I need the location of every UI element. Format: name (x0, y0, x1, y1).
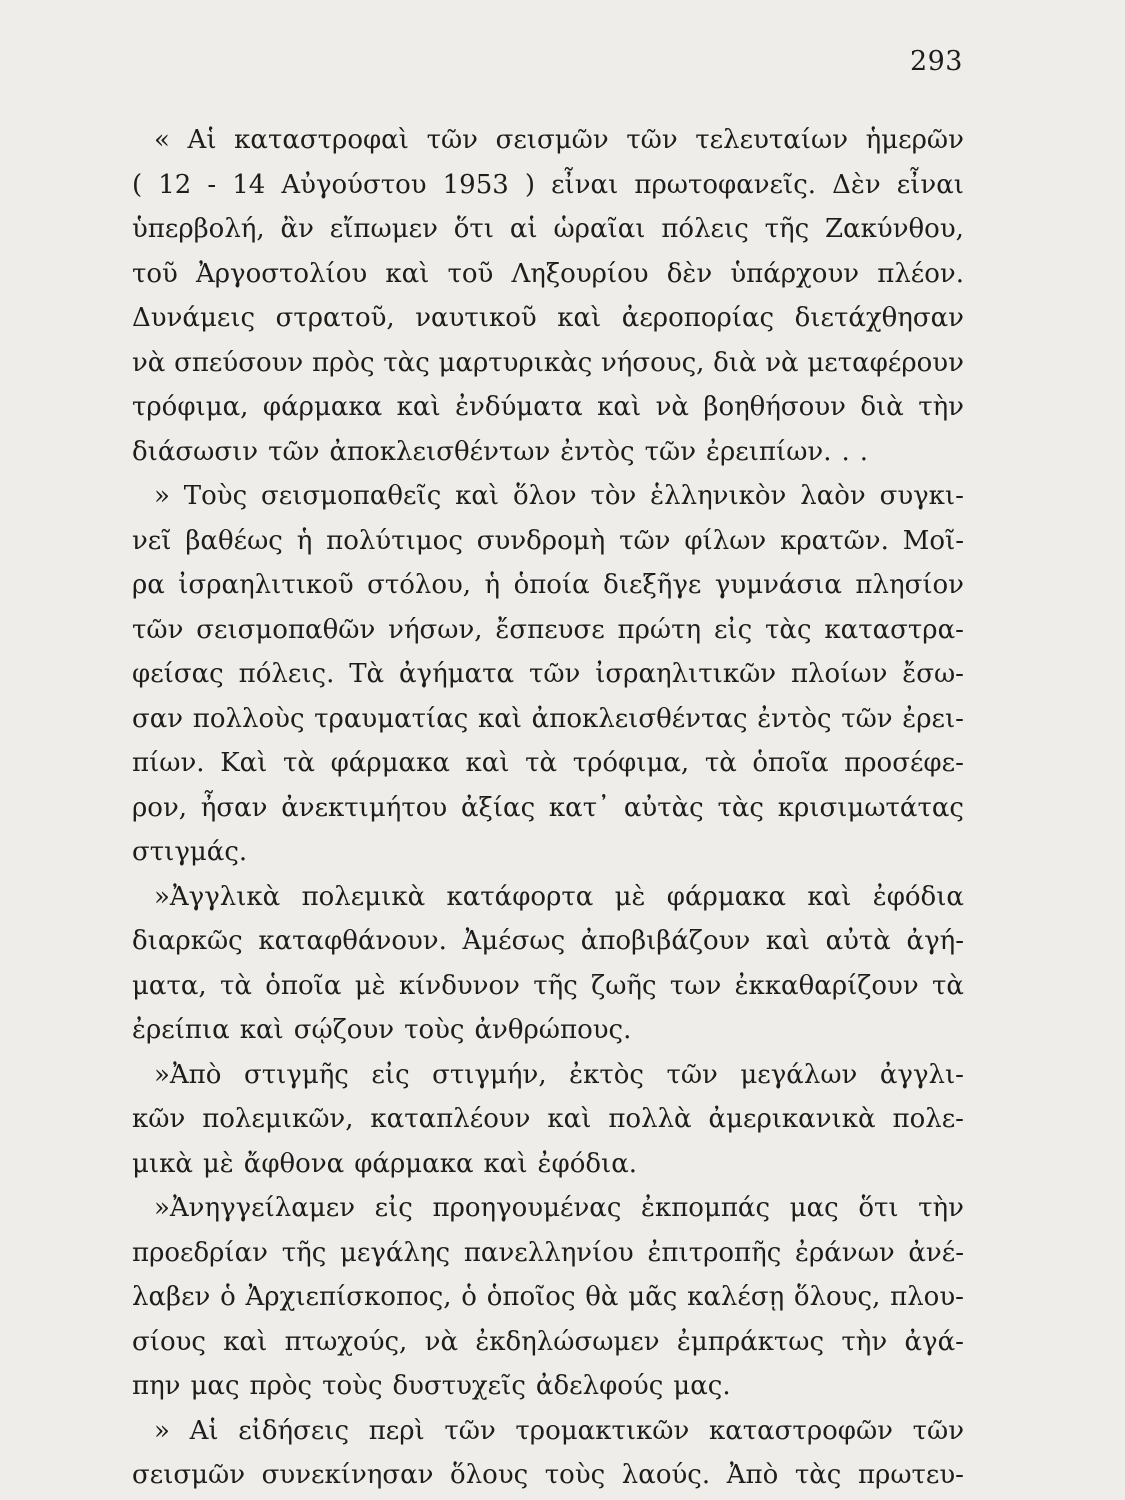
word: ἀμερικανικὰ (708, 1104, 876, 1134)
word: καταστροφαὶ (234, 125, 409, 155)
word: ἐρείπια (132, 1015, 230, 1045)
word: ἐντὸς (757, 703, 832, 734)
word: κῶν (132, 1104, 186, 1134)
word: . (859, 436, 869, 467)
word: - (207, 169, 217, 200)
word: κρατῶν. (780, 525, 889, 556)
word: φάρμακα (262, 392, 383, 422)
word: πλέον. (877, 258, 964, 289)
page-number: 293 (909, 46, 963, 77)
word: εἰς (371, 1059, 410, 1090)
word: εἶναι (896, 169, 964, 200)
word: καὶ (396, 392, 441, 422)
word: των (669, 970, 722, 1001)
word: νεῖ (132, 525, 172, 556)
word: ἀεροπορίας (621, 303, 775, 333)
word: ἀγή- (906, 926, 964, 956)
word: σίους (132, 1326, 206, 1357)
word: ἀδελφούς (535, 1371, 664, 1401)
word: διαρκῶς (132, 926, 243, 956)
word: ἐνδύματα (455, 392, 583, 422)
text-line (132, 697, 964, 742)
word: μὲ (354, 970, 386, 1001)
word: φάρμακα (330, 748, 450, 778)
text-line (132, 163, 964, 208)
word: ἀγήματα (399, 659, 515, 689)
word: ἀνεκτιμήτου (281, 792, 448, 823)
word: ἐντὸς (560, 436, 635, 467)
word: ἐφόδια. (537, 1148, 638, 1179)
word: τῆς (281, 1237, 327, 1268)
word: καὶ (465, 748, 510, 778)
word: ( (132, 169, 143, 200)
word: καὶ (478, 703, 523, 734)
text-line (132, 1364, 964, 1409)
word: ἀποβιβάζουν (580, 926, 751, 956)
word: καὶ (597, 392, 642, 422)
word: ρα (132, 570, 165, 600)
word: Τοὺς (183, 481, 248, 511)
text-line (132, 1231, 964, 1276)
word: πολύτιμος (326, 525, 463, 556)
word: τὰς (383, 347, 430, 378)
word: 1953 (442, 169, 509, 200)
word: μὲ (202, 1148, 234, 1179)
word: τὰς (765, 614, 812, 645)
text-line (132, 341, 964, 386)
word: νήσους, (600, 347, 705, 378)
word: » (154, 1415, 170, 1446)
word: μεγάλης (340, 1237, 451, 1268)
word: ρον, (132, 792, 188, 823)
word: πολεμικῶν, (202, 1104, 354, 1134)
word: ἐκκαθαρίζουν (734, 970, 919, 1001)
word: ἐφόδια (872, 881, 964, 912)
word: στιγμάς. (132, 837, 248, 867)
word: ἑλληνικὸν (650, 481, 787, 511)
word: αἱ (509, 214, 538, 244)
word: μας (789, 1193, 839, 1223)
word: στρατοῦ, (275, 303, 395, 333)
word: σεισμοπαθῶν (196, 614, 376, 645)
word: ὡραῖαι (553, 214, 646, 244)
word: διὰ (713, 347, 757, 378)
word: καὶ (557, 303, 602, 333)
text-line (132, 1320, 964, 1365)
word: τῆς (533, 970, 578, 1001)
word: σῴζουν (293, 1015, 395, 1045)
word: καὶ (455, 481, 500, 511)
word: ἐρειπίων. (706, 436, 832, 467)
text-line (132, 118, 964, 163)
word: εἰς (374, 1193, 413, 1223)
word: φάρμακα (666, 881, 787, 912)
text-line (132, 875, 964, 920)
word: αὐτὰς (623, 792, 704, 823)
word: μικὰ (132, 1148, 193, 1179)
word: τὰ (932, 970, 964, 1001)
word: τρόφιμα, (572, 748, 690, 778)
word: Αἱ (189, 1415, 219, 1446)
word: τὰς (717, 792, 764, 823)
word: τὸν (590, 481, 637, 511)
word: καὶ (765, 926, 810, 956)
word: ἔσω- (902, 659, 964, 689)
word: ὑπερβολή, (132, 214, 265, 244)
word: ἀνέ- (908, 1237, 964, 1268)
word: τῆς (764, 214, 810, 244)
word: πανελληνίου (463, 1237, 634, 1268)
word: ὁποία (513, 570, 590, 600)
word: νὰ (132, 347, 166, 378)
word: ἀγγλι- (879, 1059, 964, 1090)
word: ἐράνων (795, 1237, 895, 1268)
word: διὰ (860, 392, 904, 422)
word: τοὺς (544, 1460, 606, 1490)
word: ζωῆς (591, 970, 657, 1001)
word: καλέσῃ (687, 1282, 785, 1312)
word: τὰ (704, 748, 737, 778)
text-line (132, 207, 964, 252)
word: θὰ (585, 1282, 619, 1312)
word: συνεκίνησαν (261, 1460, 434, 1490)
word: τὴν (841, 1326, 888, 1357)
word: σεισμῶν (132, 1460, 246, 1490)
word: σεισμοπαθεῖς (261, 481, 442, 511)
word: τοῦ (447, 258, 494, 289)
text-line (132, 252, 964, 297)
word: πρὸς (311, 347, 375, 378)
word: ἀξίας (460, 792, 536, 823)
word: λαούς. (621, 1460, 711, 1490)
word: καὶ (483, 1148, 528, 1179)
word: ὅλους, (793, 1282, 881, 1312)
word: τῶν (841, 703, 893, 734)
word: πρὸς (249, 1371, 313, 1401)
word: ἂν (280, 214, 314, 244)
word: Ζακύνθου, (825, 214, 964, 244)
word: ἐκπομπάς (641, 1193, 771, 1223)
word: ἐμπράκτως (676, 1326, 825, 1357)
word: τὰ (283, 748, 315, 778)
word: τὰ (525, 748, 558, 778)
word: μεταφέρουν (807, 347, 964, 378)
word: δὲν (666, 258, 713, 289)
word: προσέφε- (844, 748, 964, 778)
word: πολλὰ (608, 1104, 692, 1134)
word: νὰ (765, 347, 799, 378)
text-line (132, 1186, 964, 1231)
word: καταστροφῶν (708, 1415, 893, 1446)
word: ἰσραηλιτικοῦ (178, 570, 354, 600)
word: διετάχθησαν (794, 303, 964, 333)
word: ἐκδηλώσωμεν (475, 1326, 660, 1357)
word: ἄφθονα (243, 1148, 345, 1179)
word: ἔσπευσε (495, 614, 605, 645)
word: ἡμερῶν (865, 125, 964, 155)
word: Μοῖ- (902, 525, 964, 556)
word: Αἱ (187, 125, 217, 155)
word: λαβεν (132, 1282, 211, 1312)
word: Καὶ (220, 748, 268, 778)
word: ὅλον (513, 481, 577, 511)
word: » (154, 481, 170, 511)
word: μαρτυρικὰς (438, 347, 593, 378)
word: κίνδυνον (398, 970, 520, 1001)
text-line (132, 1275, 964, 1320)
word: συνδρομὴ (476, 525, 606, 556)
word: καταστρα- (824, 614, 964, 645)
text-line (132, 964, 964, 1009)
word: ἐρει- (902, 703, 964, 734)
text-line (132, 296, 964, 341)
word: ὅτι (453, 214, 494, 244)
word: ἀγά- (904, 1326, 964, 1357)
word: ὅτι (858, 1193, 899, 1223)
text-line (132, 1409, 964, 1454)
word: ὑπάρχουν (730, 258, 860, 289)
word: πόλεις (661, 214, 749, 244)
word: τρομακτικῶν (515, 1415, 690, 1446)
word: »Ἀπὸ (154, 1059, 222, 1090)
word: ) (524, 169, 536, 200)
word: πολεμικὰ (301, 881, 426, 912)
word: ἰσραηλιτικῶν (595, 659, 777, 689)
word: τὰ (220, 970, 252, 1001)
word: εἰδήσεις (238, 1415, 350, 1446)
word: πρώτη (617, 614, 702, 645)
text-line (132, 519, 964, 564)
word: ὅλους (450, 1460, 529, 1490)
text-line (132, 608, 964, 653)
word: κατάφορτα (446, 881, 594, 912)
word: εἰς (713, 614, 753, 645)
word: τῶν (644, 436, 697, 467)
word: σαν (132, 703, 184, 734)
word: πλου- (890, 1282, 964, 1312)
word: τὴν (918, 1193, 964, 1223)
word: τραυματίας (314, 703, 469, 734)
word: κατ᾽ (548, 792, 611, 823)
word: τὴν (918, 392, 964, 422)
word: πλοίων (790, 659, 888, 689)
word: ἀποκλεισθέντων (329, 436, 551, 467)
word: μεγάλων (740, 1059, 858, 1090)
word: ἀποκλεισθέντας (531, 703, 748, 734)
word: εἶναι (551, 169, 619, 200)
word: τοὺς (404, 1015, 465, 1045)
word: ὁποῖα (265, 970, 342, 1001)
text-line (132, 1097, 964, 1142)
word: τὰς (794, 1460, 842, 1490)
word: νὰ (424, 1326, 459, 1357)
word: Ἀρχιεπίσκοπος, (245, 1282, 452, 1312)
word: ναυτικοῦ (415, 303, 537, 333)
word: καὶ (807, 881, 852, 912)
word: καὶ (385, 258, 430, 289)
word: Ληξουρίου (511, 258, 649, 289)
word: τρόφιμα, (132, 392, 249, 422)
body-text (132, 118, 964, 1498)
word: τοὺς (322, 1371, 383, 1401)
word: πην (132, 1371, 181, 1401)
word: τῶν (444, 1415, 496, 1446)
text-line (132, 430, 964, 475)
word: καὶ (239, 1015, 284, 1045)
word: πλησίον (855, 570, 964, 600)
word: δυστυχεῖς (392, 1371, 526, 1401)
word: Αὐγούστου (281, 169, 427, 200)
word: τῶν (626, 125, 678, 155)
word: καταπλέουν (370, 1104, 531, 1134)
text-line (132, 741, 964, 786)
word: διεξῆγε (603, 570, 702, 600)
word: κρισιμωτάτας (777, 792, 964, 823)
word: γυμνάσια (714, 570, 842, 600)
word: πολε- (892, 1104, 964, 1134)
word: προεδρίαν (132, 1237, 268, 1268)
word: ὁ (461, 1282, 477, 1312)
word: πολλοὺς (192, 703, 305, 734)
word: ἐπιτροπῆς (647, 1237, 782, 1268)
word: τῶν (912, 1415, 964, 1446)
word: ἀνθρώπους. (474, 1015, 632, 1045)
text-line (132, 652, 964, 697)
word: συγκι- (879, 481, 964, 511)
word: ἐκτὸς (569, 1059, 644, 1090)
text-line (132, 563, 964, 608)
word: πόλεις. (238, 659, 335, 689)
word: εἴπωμεν (329, 214, 438, 244)
word: μας. (673, 1371, 731, 1401)
word: νὰ (655, 392, 689, 422)
word: καὶ (223, 1326, 268, 1357)
word: ὁποῖα (752, 748, 829, 778)
word: μας (190, 1371, 240, 1401)
word: Ἀπὸ (726, 1460, 779, 1490)
word: πρωτοφανεῖς. (634, 169, 817, 200)
word: τοῦ (132, 258, 178, 289)
word: Δὲν (832, 169, 881, 200)
text-line (132, 1142, 964, 1187)
word: τῶν (426, 125, 478, 155)
word: καταφθάνουν. (258, 926, 447, 956)
word: ἡ (484, 570, 501, 600)
word: τελευταίων (695, 125, 849, 155)
text-line (132, 830, 964, 875)
word: στόλου, (367, 570, 472, 600)
text-line (132, 919, 964, 964)
word: περὶ (368, 1415, 425, 1446)
text-line (132, 1053, 964, 1098)
word: Τὰ (349, 659, 385, 689)
word: . (841, 436, 850, 467)
text-line (132, 1453, 964, 1498)
word: »Ἀνηγγείλαμεν (154, 1193, 356, 1223)
word: ὁποῖος (486, 1282, 576, 1312)
word: πτωχούς, (284, 1326, 408, 1357)
text-line (132, 385, 964, 430)
word: σεισμῶν (495, 125, 609, 155)
word: πρωτευ- (857, 1460, 964, 1490)
word: »Ἀγγλικὰ (154, 881, 281, 912)
word: στιγμήν, (432, 1059, 547, 1090)
word: φάρμακα (354, 1148, 474, 1179)
word: αὐτὰ (825, 926, 891, 956)
word: τῶν (528, 659, 581, 689)
word: τῶν (268, 436, 320, 467)
word: λαὸν (800, 481, 866, 511)
word: στιγμῆς (243, 1059, 349, 1090)
word: πίων. (132, 748, 205, 778)
word: φείσας (132, 659, 224, 689)
word: καὶ (547, 1104, 592, 1134)
word: βαθέως (185, 525, 283, 556)
text-line (132, 474, 964, 519)
word: φίλων (684, 525, 767, 556)
word: βοηθήσουν (703, 392, 846, 422)
word: « (154, 125, 170, 155)
text-line (132, 1008, 964, 1053)
word: σπεύσουν (174, 347, 304, 378)
word: ὁ (220, 1282, 236, 1312)
word: διάσωσιν (132, 436, 259, 467)
word: ἦσαν (200, 792, 268, 823)
word: τῶν (132, 614, 184, 645)
word: 14 (232, 169, 266, 200)
word: προηγουμένας (432, 1193, 622, 1223)
text-line (132, 786, 964, 831)
word: μᾶς (628, 1282, 678, 1312)
word: ἡ (296, 525, 313, 556)
word: ματα, (132, 970, 207, 1001)
word: Δυνάμεις (132, 303, 256, 333)
word: τῶν (619, 525, 671, 556)
word: νήσων, (388, 614, 483, 645)
word: Ἀμέσως (462, 926, 566, 956)
word: τῶν (666, 1059, 718, 1090)
word: 12 (158, 169, 192, 200)
word: Ἀργοστολίου (196, 258, 368, 289)
word: μὲ (614, 881, 646, 912)
